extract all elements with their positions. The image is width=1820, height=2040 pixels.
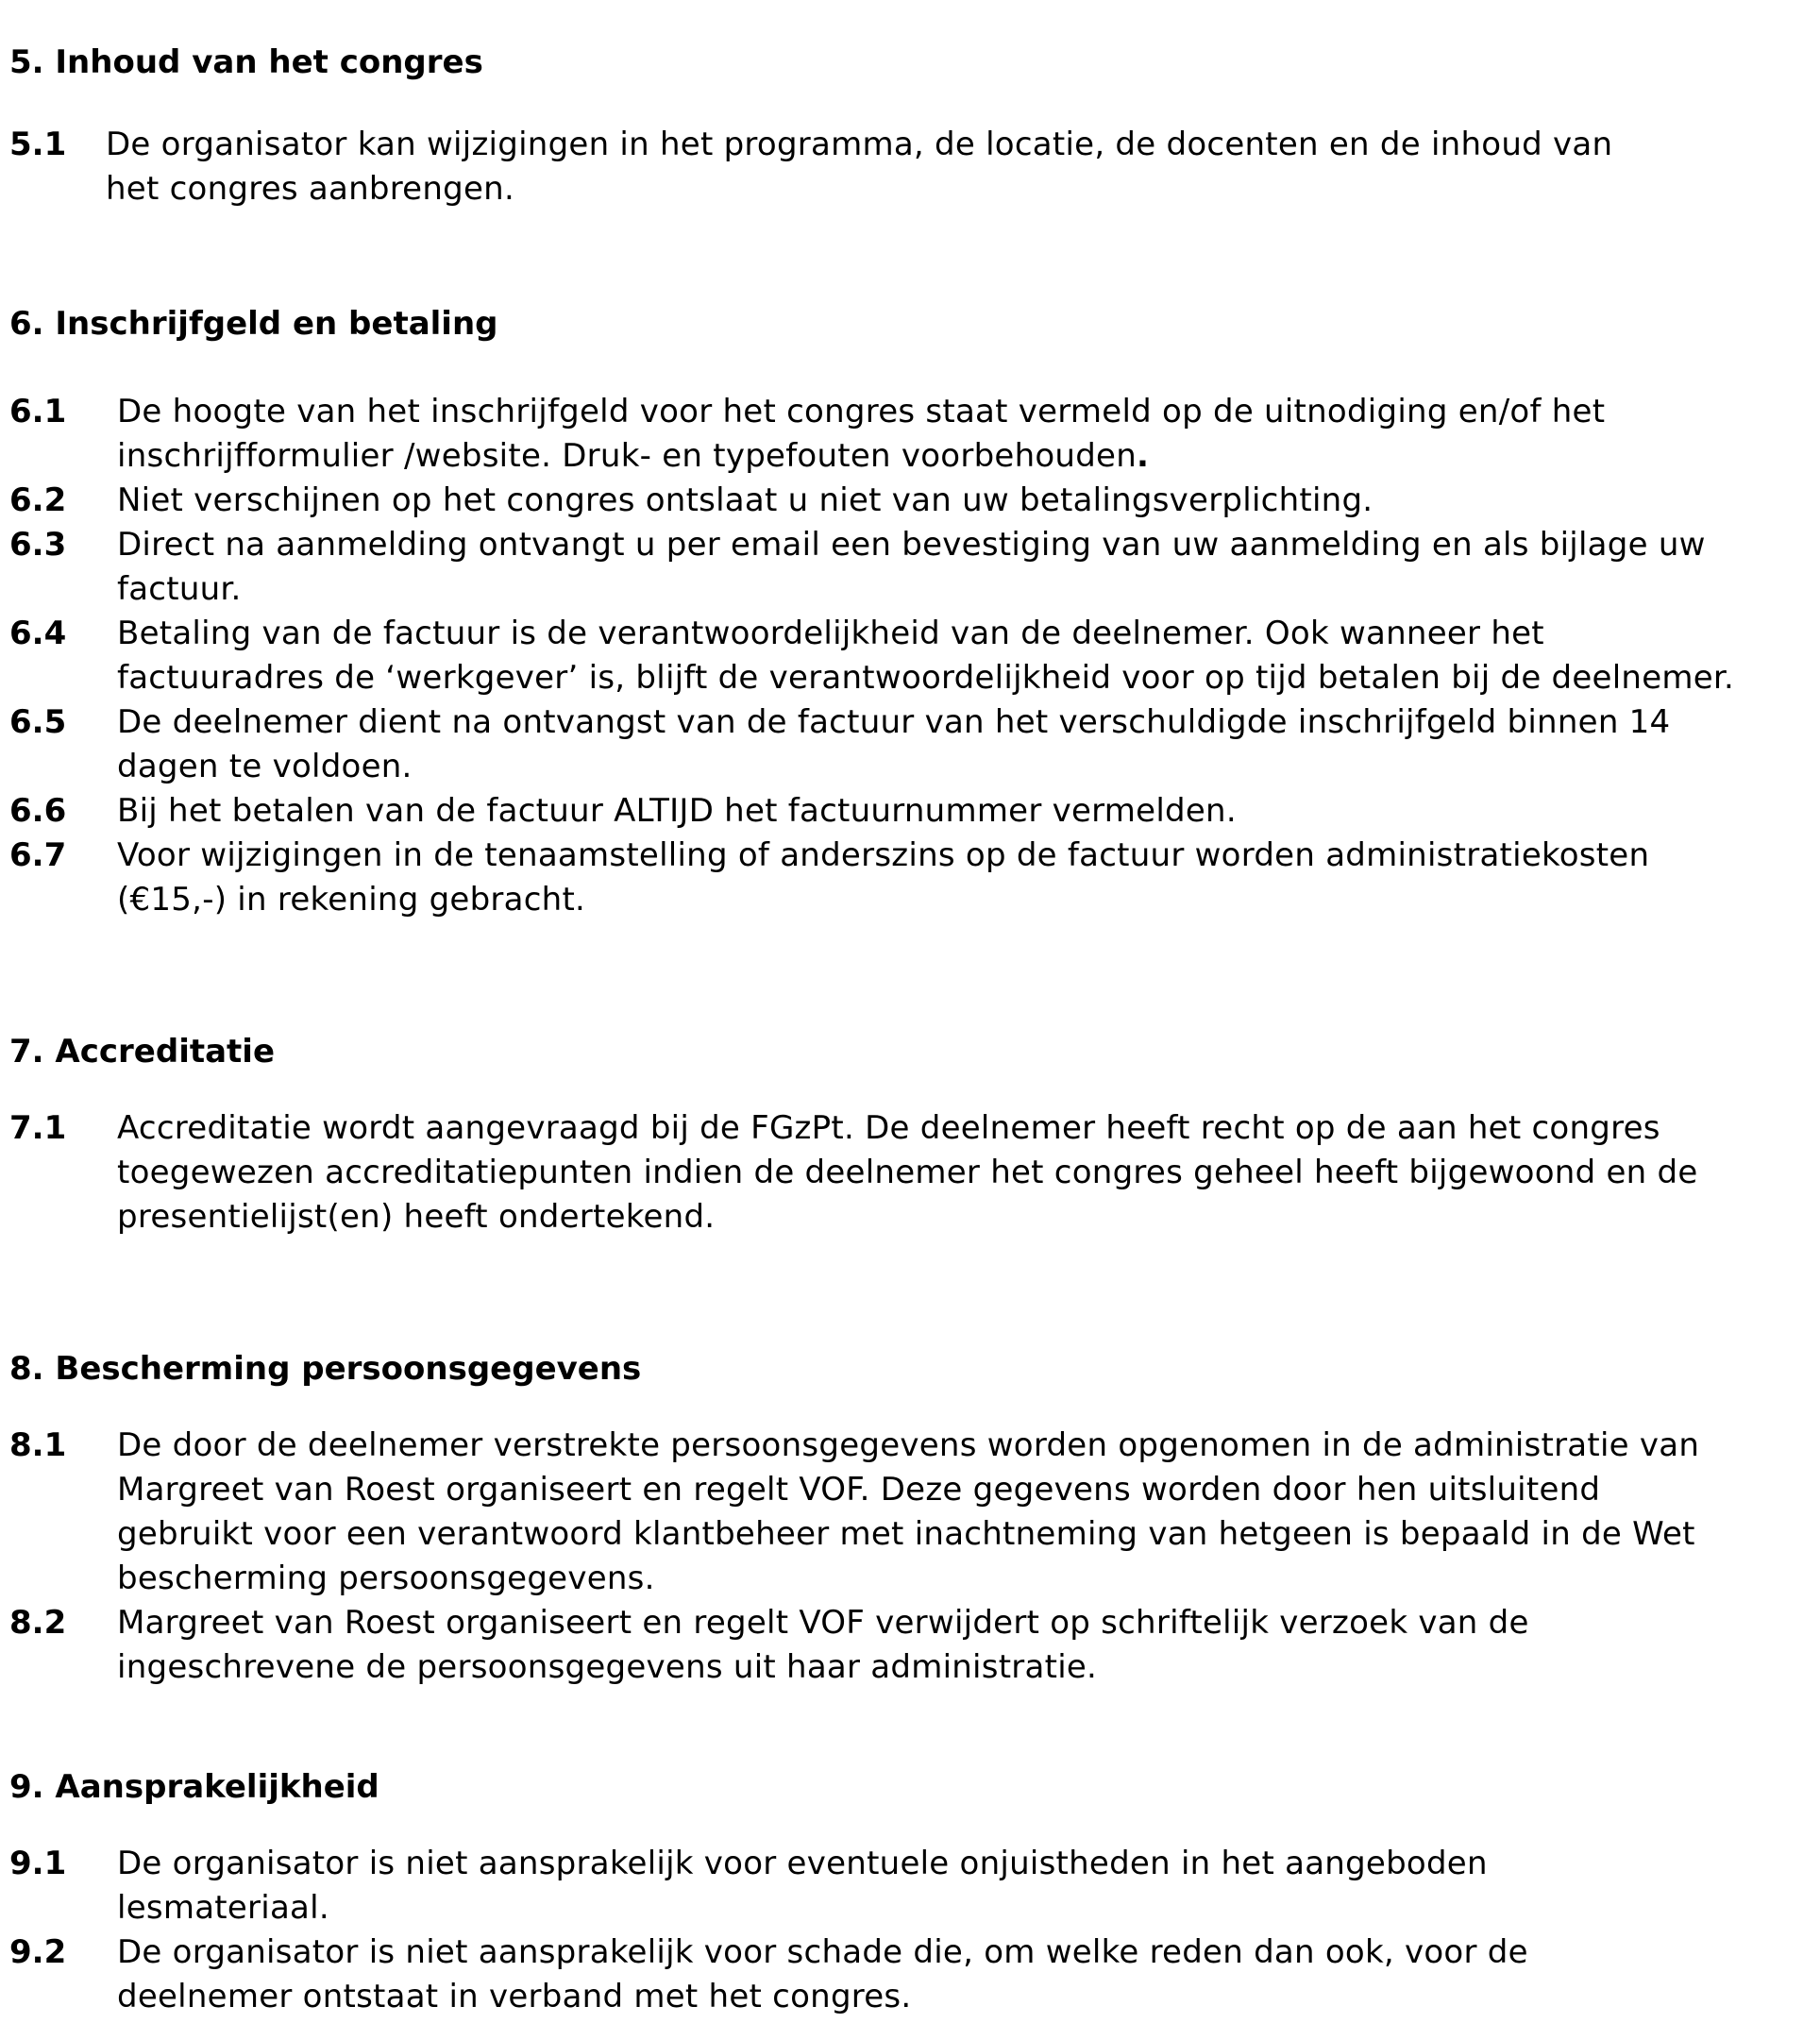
clause-number: 6.2 (9, 481, 67, 519)
clause-text: Bij het betalen van de factuur ALTIJD het factuurnummer vermelden. (117, 792, 1237, 830)
clause-text: De organisator kan wijzigingen in het programma, de locatie, de docenten en de inhoud van het congres aanbrengen. (106, 126, 1613, 208)
clause-text: Betaling van de factuur is de verantwoordelijkheid van de deelnemer. Ook wanneer het factuuradres de ‘werkgever’ is, blijft de verantwoordelijkheid voor op tijd betalen bij de deelnemer. (117, 615, 1735, 697)
clause-text: De organisator is niet aansprakelijk voor eventuele onjuistheden in het aangeboden lesmateriaal. (117, 1845, 1488, 1927)
clause-number: 6.7 (9, 836, 67, 874)
clause-number: 6.5 (9, 703, 67, 741)
clause-8-1 (9, 1424, 1808, 1601)
section-heading-7: 7. Accreditatie (9, 1033, 276, 1071)
clause-7-1 (9, 1106, 1808, 1239)
clause-number: 7.1 (9, 1109, 67, 1147)
clause-text: De deelnemer dient na ontvangst van de factuur van het verschuldigde inschrijfgeld binnen 14 dagen te voldoen. (117, 703, 1671, 785)
clause-number: 9.2 (9, 1933, 67, 1971)
clause-6-4 (9, 612, 1808, 700)
section-heading-6: 6. Inschrijfgeld en betaling (9, 305, 498, 343)
clause-6-6 (9, 789, 1808, 834)
clause-text-body: De hoogte van het inschrijfgeld voor het congres staat vermeld op de uitnodiging en/of het inschrijfformulier /website. Druk- en typefouten voorbehouden (117, 393, 1606, 475)
clause-6-7 (9, 834, 1808, 922)
clause-text: Margreet van Roest organiseert en regelt VOF verwijdert op schriftelijk verzoek van de ingeschrevene de persoonsgegevens uit haar administratie. (117, 1604, 1529, 1686)
clause-number: 6.1 (9, 393, 67, 430)
clause-text: Voor wijzigingen in de tenaamstelling of anderszins op de factuur worden administratiekosten (€15,-) in rekening gebracht. (117, 836, 1650, 919)
clause-number: 6.4 (9, 615, 67, 652)
clause-5-1 (9, 123, 1808, 211)
clause-number: 6.6 (9, 792, 67, 830)
clause-number: 8.2 (9, 1604, 67, 1642)
clause-text-tail: . (1137, 437, 1150, 475)
section-heading-8: 8. Bescherming persoonsgegevens (9, 1350, 642, 1388)
clause-text: De organisator is niet aansprakelijk voor schade die, om welke reden dan ook, voor de deelnemer ontstaat in verband met het congres. (117, 1933, 1528, 2015)
clause-6-5 (9, 700, 1808, 789)
clause-number: 9.1 (9, 1845, 67, 1882)
clause-text: De door de deelnemer verstrekte persoonsgegevens worden opgenomen in de administratie van Margreet van Roest organiseert en regelt VOF. Deze gegevens worden door hen uitsluitend gebruikt voor een verantwoord klantbeheer met inachtneming van hetgeen is bepaald in de Wet bescherming persoonsgegevens. (117, 1426, 1700, 1597)
clause-text: Direct na aanmelding ontvangt u per email een bevestiging van uw aanmelding en als bijlage uw factuur. (117, 526, 1706, 608)
clause-6-2 (9, 479, 1808, 523)
clause-text (117, 390, 1808, 479)
clause-number: 5.1 (9, 126, 67, 163)
section-heading-5: 5. Inhoud van het congres (9, 43, 483, 81)
clause-9-2 (9, 1930, 1808, 2019)
clause-number: 6.3 (9, 526, 67, 564)
clause-text: Niet verschijnen op het congres ontslaat u niet van uw betalingsverplichting. (117, 481, 1373, 519)
clause-6-1 (9, 390, 1808, 479)
clause-8-2 (9, 1601, 1808, 1690)
clause-number: 8.1 (9, 1426, 67, 1464)
section-heading-9: 9. Aansprakelijkheid (9, 1768, 379, 1806)
clause-9-1 (9, 1842, 1808, 1930)
clause-6-3 (9, 523, 1808, 612)
clause-text: Accreditatie wordt aangevraagd bij de FGzPt. De deelnemer heeft recht op de aan het congres toegewezen accreditatiepunten indien de deelnemer het congres geheel heeft bijgewoond en de presentielijst(en) heeft ondertekend. (117, 1109, 1698, 1236)
